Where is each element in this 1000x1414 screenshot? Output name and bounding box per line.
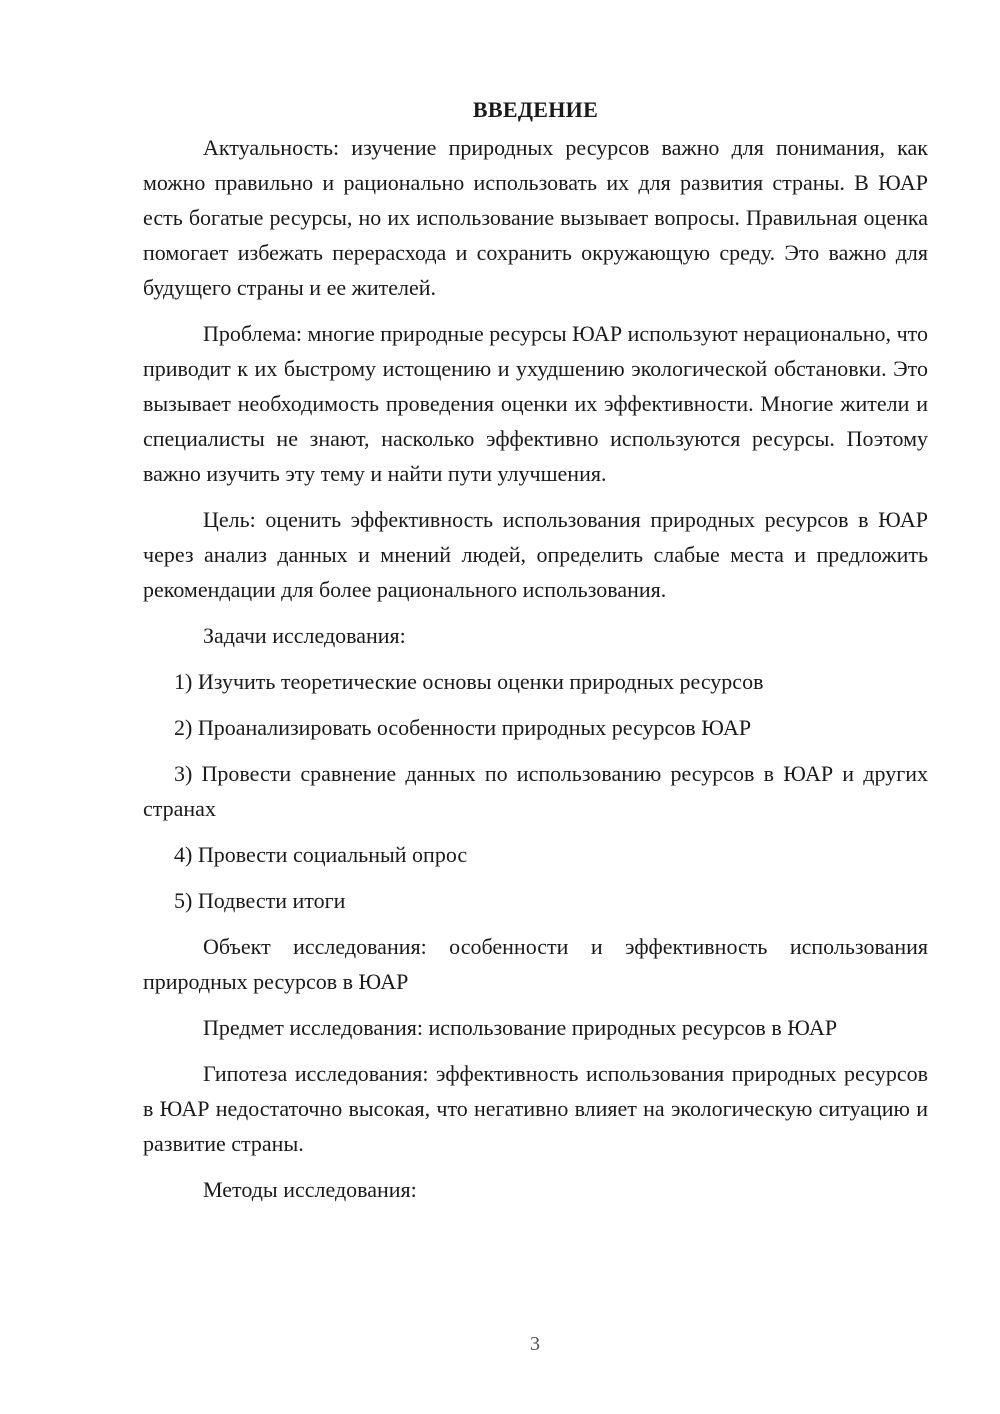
- page-number: 3: [530, 1333, 540, 1355]
- section-title: ВВЕДЕНИЕ: [472, 97, 599, 122]
- paragraph-goal: Цель: оценить эффективность использования природных ресурсов в ЮАР через анализ данных и мнений людей, определить слабые места и предложить рекомендации для более рационального использования.: [143, 507, 928, 602]
- paragraph-relevance: Актуальность: изучение природных ресурсов важно для понимания, как можно правильно и рационально использовать их для развития страны. В ЮАР есть богатые ресурсы, но их использование вызывает вопросы. Правильная оценка помогает избежать перерасхода и сохранить окружающую среду. Это важно для будущего страны и ее жителей.: [143, 135, 928, 300]
- tasks-list: [143, 664, 928, 918]
- tasks-heading: Задачи исследования:: [203, 623, 406, 648]
- paragraph-problem: Проблема: многие природные ресурсы ЮАР используют нерационально, что приводит к их быстрому истощению и ухудшению экологической обстановки. Это вызывает необходимость проведения оценки их эффективности. Многие жители и специалисты не знают, насколько эффективно используются ресурсы. Поэтому важно изучить эту тему и найти пути улучшения.: [143, 321, 928, 486]
- list-item: 3) Провести сравнение данных по использованию ресурсов в ЮАР и других странах: [143, 761, 928, 821]
- paragraph-subject: Предмет исследования: использование природных ресурсов в ЮАР: [203, 1015, 838, 1040]
- list-item: 2) Проанализировать особенности природных ресурсов ЮАР: [174, 715, 752, 740]
- list-item: 5) Подвести итоги: [174, 888, 346, 913]
- paragraph-object: Объект исследования: особенности и эффективность использования природных ресурсов в ЮАР: [143, 934, 928, 994]
- paragraph-hypothesis: Гипотеза исследования: эффективность использования природных ресурсов в ЮАР недостаточно высокая, что негативно влияет на экологическую ситуацию и развитие страны.: [143, 1061, 928, 1156]
- document-page: [143, 92, 928, 1218]
- list-item: 4) Провести социальный опрос: [174, 842, 468, 867]
- list-item: 1) Изучить теоретические основы оценки природных ресурсов: [174, 669, 764, 694]
- methods-heading: Методы исследования:: [203, 1177, 417, 1202]
